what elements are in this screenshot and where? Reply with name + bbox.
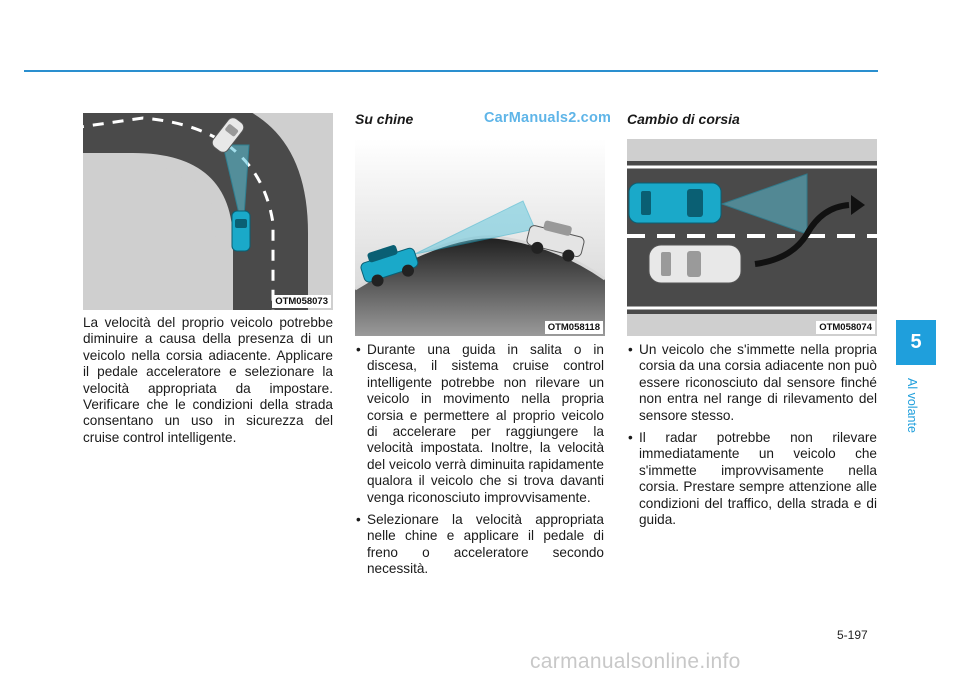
chapter-number-tab: 5 bbox=[896, 320, 936, 365]
left-column-text bbox=[83, 315, 333, 446]
merging-car-white bbox=[649, 245, 741, 283]
figure-code: OTM058073 bbox=[272, 295, 331, 308]
lane-change-figure bbox=[627, 139, 877, 336]
figure-code: OTM058118 bbox=[545, 321, 603, 334]
own-suv-topdown bbox=[629, 183, 721, 223]
top-rule bbox=[24, 70, 878, 72]
bullet-item: • Durante una guida in salita o in discesa, il sistema cruise control intelligente potrebbe non rilevare un veicolo in movimento nella propria corsia e permettere al proprio veicolo di accelerare per raggiungere la velocità impostata. Inoltre, la velocità del veicolo verrà diminuita rapidamente qualora il veicolo che si trova davanti venga riconosciuto improvvisamente. bbox=[355, 342, 604, 506]
hill-illustration bbox=[355, 139, 605, 336]
lane-change-illustration bbox=[627, 139, 877, 336]
bullet-item: • Selezionare la velocità appropriata nelle chine e applicare il pedale di freno o acceleratore secondo necessità. bbox=[355, 512, 604, 578]
figure-code: OTM058074 bbox=[816, 321, 875, 334]
heading-cambio-corsia: Cambio di corsia bbox=[627, 111, 740, 127]
right-column-text bbox=[627, 342, 877, 534]
own-car-blue bbox=[232, 211, 250, 251]
curve-road-illustration bbox=[83, 113, 333, 310]
curve-road-figure bbox=[83, 113, 333, 310]
heading-su-chine: Su chine bbox=[355, 111, 414, 127]
hill-figure bbox=[355, 139, 605, 336]
bullet-item: • Il radar potrebbe non rilevare immediatamente un veicolo che s'immette improvvisamente nella corsia. Prestare sempre attenzione alle condizioni del traffico, della strada e di guida. bbox=[627, 430, 877, 528]
carmanuals-watermark: CarManuals2.com bbox=[484, 110, 612, 126]
page-number: 5-197 bbox=[837, 628, 868, 642]
left-paragraph: La velocità del proprio veicolo potrebbe diminuire a causa della presenza di un veicolo nella corsia adiacente. Applicare il pedale acceleratore e selezionare la velocità appropriata da impostare. Verificare che le condizioni della strada consentano un uso in sicurezza del cruise control intelligente. bbox=[83, 315, 333, 445]
footer-watermark: carmanualsonline.info bbox=[530, 650, 741, 673]
middle-column-text bbox=[355, 342, 604, 584]
bullet-item: • Un veicolo che s'immette nella propria corsia da una corsia adiacente non può essere riconosciuto dal sensore finché non entra nel range di rilevamento del sensore stesso. bbox=[627, 342, 877, 424]
chapter-label: Al volante bbox=[905, 377, 919, 433]
